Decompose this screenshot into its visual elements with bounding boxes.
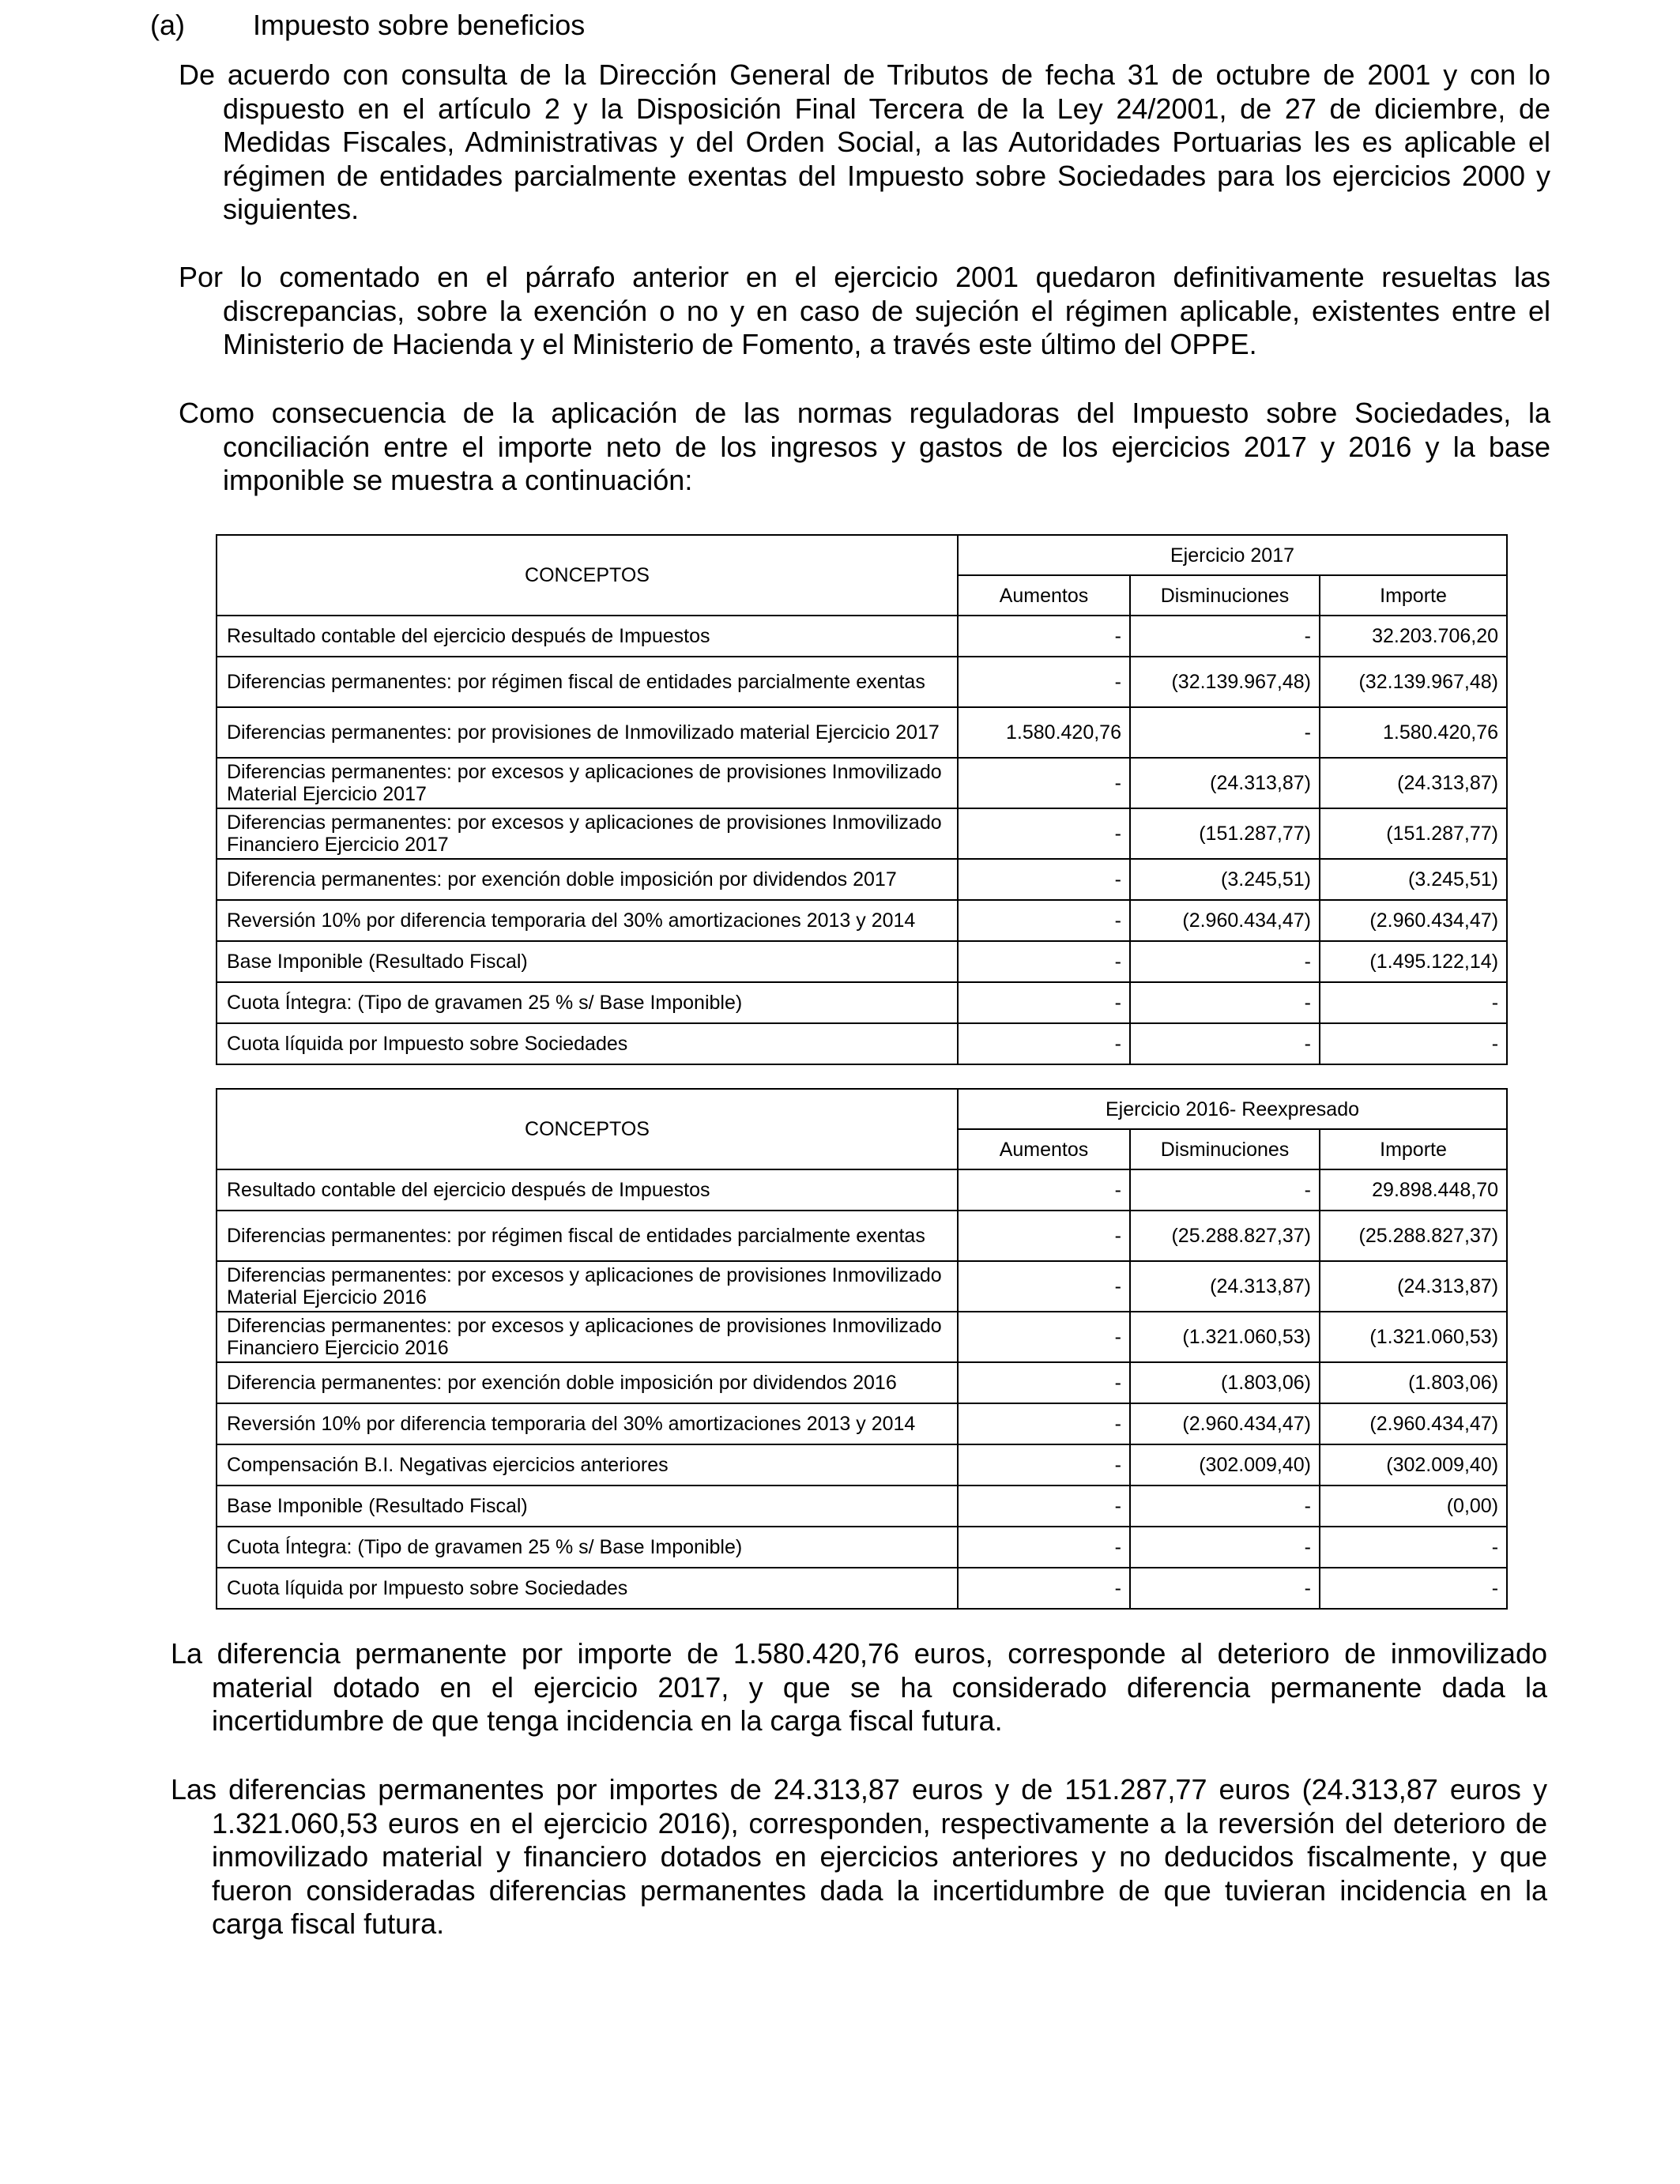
row-importe: 1.580.420,76 xyxy=(1320,707,1507,758)
row-concept: Diferencias permanentes: por provisiones de Inmovilizado material Ejercicio 2017 xyxy=(217,707,958,758)
row-importe: (24.313,87) xyxy=(1320,758,1507,808)
row-disminuciones: - xyxy=(1130,616,1320,657)
row-aumentos: - xyxy=(958,1023,1130,1064)
table-row xyxy=(217,1568,1507,1609)
row-aumentos: - xyxy=(958,1527,1130,1568)
row-importe: (2.960.434,47) xyxy=(1320,1403,1507,1444)
row-disminuciones: (24.313,87) xyxy=(1130,1261,1320,1312)
row-importe: 29.898.448,70 xyxy=(1320,1169,1507,1211)
table-row xyxy=(217,1261,1507,1312)
row-importe: (1.803,06) xyxy=(1320,1362,1507,1403)
table-row xyxy=(217,616,1507,657)
row-disminuciones: - xyxy=(1130,1169,1320,1211)
table-row xyxy=(217,1312,1507,1362)
row-disminuciones: (302.009,40) xyxy=(1130,1444,1320,1485)
row-concept: Diferencias permanentes: por excesos y aplicaciones de provisiones Inmovilizado Financiero Ejercicio 2017 xyxy=(217,808,958,859)
concepts-header: CONCEPTOS xyxy=(217,1089,958,1169)
col-header-disminuciones: Disminuciones xyxy=(1130,1129,1320,1169)
row-aumentos: - xyxy=(958,616,1130,657)
table-row xyxy=(217,982,1507,1023)
row-concept: Diferencia permanentes: por exención doble imposición por dividendos 2017 xyxy=(217,859,958,900)
row-disminuciones: - xyxy=(1130,1568,1320,1609)
row-disminuciones: (151.287,77) xyxy=(1130,808,1320,859)
tax-reconciliation-table-2017 xyxy=(216,534,1508,1065)
col-header-disminuciones: Disminuciones xyxy=(1130,575,1320,616)
table-row xyxy=(217,758,1507,808)
row-concept: Reversión 10% por diferencia temporaria del 30% amortizaciones 2013 y 2014 xyxy=(217,1403,958,1444)
row-aumentos: - xyxy=(958,859,1130,900)
row-disminuciones: - xyxy=(1130,1023,1320,1064)
row-importe: - xyxy=(1320,1568,1507,1609)
table-row xyxy=(217,1211,1507,1261)
row-aumentos: - xyxy=(958,1362,1130,1403)
table-row xyxy=(217,1023,1507,1064)
row-aumentos: - xyxy=(958,1568,1130,1609)
table-row xyxy=(217,1444,1507,1485)
row-disminuciones: (24.313,87) xyxy=(1130,758,1320,808)
row-concept: Diferencias permanentes: por régimen fiscal de entidades parcialmente exentas xyxy=(217,1211,958,1261)
tax-reconciliation-table-2016 xyxy=(216,1088,1508,1610)
row-disminuciones: - xyxy=(1130,1527,1320,1568)
table-row xyxy=(217,1527,1507,1568)
row-importe: (2.960.434,47) xyxy=(1320,900,1507,941)
row-concept: Reversión 10% por diferencia temporaria del 30% amortizaciones 2013 y 2014 xyxy=(217,900,958,941)
paragraph-1: De acuerdo con consulta de la Dirección General de Tributos de fecha 31 de octubre de 2001 y con lo dispuesto en el artículo 2 y la Disposición Final Tercera de la Ley 24/2001, de 27 de diciembre, de Medidas Fiscales, Administrativas y del Orden Social, a las Autoridades Portuarias les es aplicable el régimen de entidades parcialmente exentas del Impuesto sobre Sociedades para los ejercicios 2000 y siguientes. xyxy=(179,58,1550,225)
row-disminuciones: (2.960.434,47) xyxy=(1130,1403,1320,1444)
row-aumentos: - xyxy=(958,982,1130,1023)
row-concept: Cuota líquida por Impuesto sobre Sociedades xyxy=(217,1568,958,1609)
row-disminuciones: - xyxy=(1130,941,1320,982)
row-aumentos: - xyxy=(958,1261,1130,1312)
table-row xyxy=(217,1403,1507,1444)
closing-paragraph-2: Las diferencias permanentes por importes de 24.313,87 euros y de 151.287,77 euros (24.313,87 euros y 1.321.060,53 euros en el ejercicio 2016), corresponden, respectivamente a la reversión del deterioro de inmovilizado material y financiero dotados en ejercicios anteriores y no deducidos fiscalmente, y que fueron consideradas diferencias permanentes dada la incertidumbre de que tuvieran incidencia en la carga fiscal futura. xyxy=(171,1773,1547,1940)
row-concept: Diferencias permanentes: por excesos y aplicaciones de provisiones Inmovilizado Material Ejercicio 2017 xyxy=(217,758,958,808)
row-aumentos: - xyxy=(958,1169,1130,1211)
row-importe: (151.287,77) xyxy=(1320,808,1507,859)
period-header: Ejercicio 2016- Reexpresado xyxy=(958,1089,1507,1129)
closing-paragraph-1: La diferencia permanente por importe de 1.580.420,76 euros, corresponde al deterioro de inmovilizado material dotado en el ejercicio 2017, y que se ha considerado diferencia permanente dada la incertidumbre de que tenga incidencia en la carga fiscal futura. xyxy=(171,1637,1547,1737)
row-aumentos: - xyxy=(958,1211,1130,1261)
row-importe: - xyxy=(1320,1527,1507,1568)
row-importe: (25.288.827,37) xyxy=(1320,1211,1507,1261)
table-row xyxy=(217,808,1507,859)
row-aumentos: - xyxy=(958,900,1130,941)
row-concept: Diferencia permanentes: por exención doble imposición por dividendos 2016 xyxy=(217,1362,958,1403)
row-aumentos: - xyxy=(958,657,1130,707)
row-concept: Compensación B.I. Negativas ejercicios anteriores xyxy=(217,1444,958,1485)
table-row xyxy=(217,1169,1507,1211)
row-importe: (0,00) xyxy=(1320,1485,1507,1527)
section-title: Impuesto sobre beneficios xyxy=(253,9,586,41)
period-header: Ejercicio 2017 xyxy=(958,535,1507,575)
row-aumentos: - xyxy=(958,1403,1130,1444)
row-disminuciones: (1.803,06) xyxy=(1130,1362,1320,1403)
row-disminuciones: (32.139.967,48) xyxy=(1130,657,1320,707)
table-row xyxy=(217,941,1507,982)
row-disminuciones: (1.321.060,53) xyxy=(1130,1312,1320,1362)
row-aumentos: - xyxy=(958,1444,1130,1485)
table-row xyxy=(217,1485,1507,1527)
row-importe: (302.009,40) xyxy=(1320,1444,1507,1485)
row-concept: Base Imponible (Resultado Fiscal) xyxy=(217,1485,958,1527)
row-disminuciones: - xyxy=(1130,1485,1320,1527)
paragraph-3: Como consecuencia de la aplicación de las normas reguladoras del Impuesto sobre Sociedades, la conciliación entre el importe neto de los ingresos y gastos de los ejercicios 2017 y 2016 y la base imponible se muestra a continuación: xyxy=(179,397,1550,496)
row-disminuciones: - xyxy=(1130,707,1320,758)
row-importe: (3.245,51) xyxy=(1320,859,1507,900)
table-row xyxy=(217,1362,1507,1403)
row-aumentos: - xyxy=(958,1485,1130,1527)
row-concept: Diferencias permanentes: por régimen fiscal de entidades parcialmente exentas xyxy=(217,657,958,707)
row-importe: - xyxy=(1320,982,1507,1023)
row-aumentos: - xyxy=(958,758,1130,808)
col-header-aumentos: Aumentos xyxy=(958,1129,1130,1169)
row-concept: Cuota líquida por Impuesto sobre Sociedades xyxy=(217,1023,958,1064)
row-aumentos: - xyxy=(958,941,1130,982)
concepts-header: CONCEPTOS xyxy=(217,535,958,616)
row-importe: (24.313,87) xyxy=(1320,1261,1507,1312)
table-row xyxy=(217,707,1507,758)
row-aumentos: - xyxy=(958,808,1130,859)
row-concept: Resultado contable del ejercicio después de Impuestos xyxy=(217,616,958,657)
row-importe: - xyxy=(1320,1023,1507,1064)
row-concept: Diferencias permanentes: por excesos y aplicaciones de provisiones Inmovilizado Material Ejercicio 2016 xyxy=(217,1261,958,1312)
row-importe: 32.203.706,20 xyxy=(1320,616,1507,657)
row-concept: Diferencias permanentes: por excesos y aplicaciones de provisiones Inmovilizado Financiero Ejercicio 2016 xyxy=(217,1312,958,1362)
row-importe: (1.321.060,53) xyxy=(1320,1312,1507,1362)
row-aumentos: - xyxy=(958,1312,1130,1362)
row-disminuciones: (2.960.434,47) xyxy=(1130,900,1320,941)
row-concept: Resultado contable del ejercicio después de Impuestos xyxy=(217,1169,958,1211)
col-header-importe: Importe xyxy=(1320,575,1507,616)
row-disminuciones: (3.245,51) xyxy=(1130,859,1320,900)
table-row xyxy=(217,657,1507,707)
row-importe: (1.495.122,14) xyxy=(1320,941,1507,982)
row-aumentos: 1.580.420,76 xyxy=(958,707,1130,758)
paragraph-2: Por lo comentado en el párrafo anterior en el ejercicio 2001 quedaron definitivamente resueltas las discrepancias, sobre la exención o no y en caso de sujeción el régimen aplicable, existentes entre el Ministerio de Hacienda y el Ministerio de Fomento, a través este último del OPPE. xyxy=(179,261,1550,360)
col-header-aumentos: Aumentos xyxy=(958,575,1130,616)
row-disminuciones: (25.288.827,37) xyxy=(1130,1211,1320,1261)
section-heading xyxy=(150,5,585,46)
col-header-importe: Importe xyxy=(1320,1129,1507,1169)
row-importe: (32.139.967,48) xyxy=(1320,657,1507,707)
table-row xyxy=(217,900,1507,941)
table-row xyxy=(217,859,1507,900)
row-disminuciones: - xyxy=(1130,982,1320,1023)
row-concept: Cuota Íntegra: (Tipo de gravamen 25 % s/ Base Imponible) xyxy=(217,982,958,1023)
section-number: (a) xyxy=(150,9,185,41)
row-concept: Cuota Íntegra: (Tipo de gravamen 25 % s/ Base Imponible) xyxy=(217,1527,958,1568)
row-concept: Base Imponible (Resultado Fiscal) xyxy=(217,941,958,982)
